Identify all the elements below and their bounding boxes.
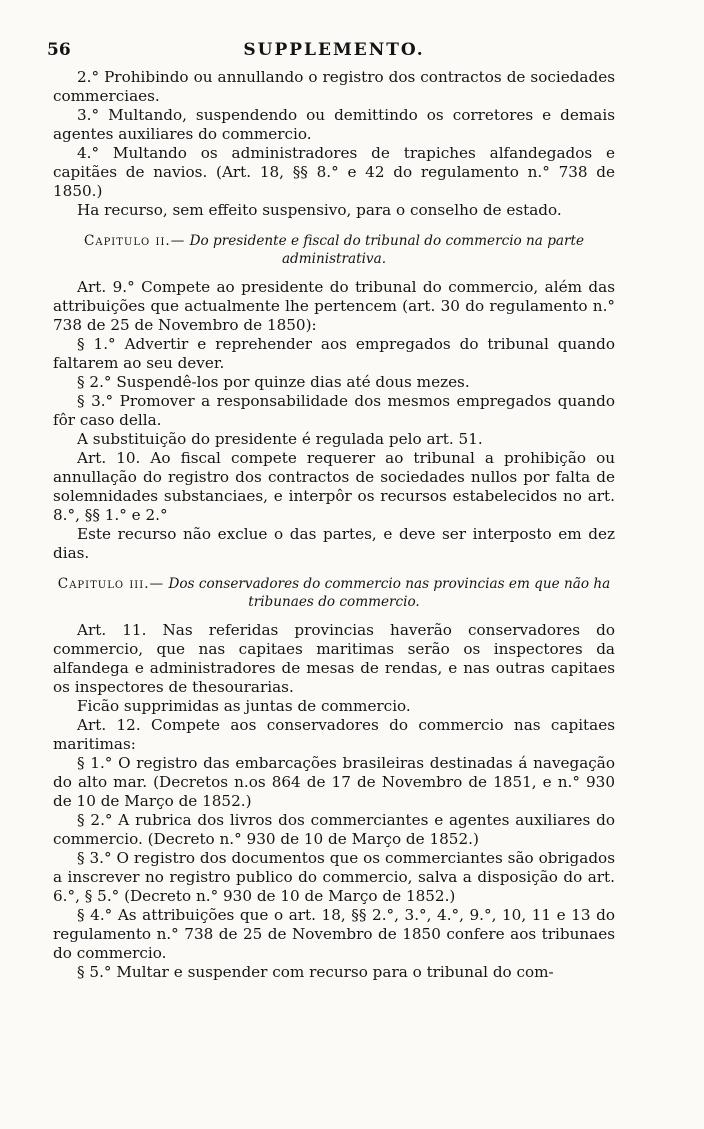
paragraph: Ficão supprimidas as juntas de commercio. (77, 697, 411, 715)
chapter-heading-2 (53, 232, 615, 268)
paragraph: Ha recurso, sem effeito suspensivo, para o conselho de estado. (77, 201, 562, 219)
paragraph: A substituição do presidente é regulada pelo art. 51. (77, 430, 483, 448)
running-title: SUPPLEMENTO. (243, 40, 425, 60)
paragraph: § 3.° O registro dos documentos que os commerciantes são obrigados a inscrever no registro publico do commercio, salva a disposição do art. 6.°, § 5.° (Decreto n.° 930 de 10 de Março de 1852.) (53, 849, 615, 905)
page-number: 56 (47, 40, 71, 60)
section-penalties (53, 68, 615, 220)
chapter-heading-3 (53, 575, 615, 611)
paragraph: § 4.° As attribuições que o art. 18, §§ 2.°, 3.°, 4.°, 9.°, 10, 11 e 13 do regulamento n.° 738 de 25 de Novembro de 1850 confere aos tribunaes do commercio. (53, 906, 615, 962)
paragraph: § 2.° A rubrica dos livros dos commerciantes e agentes auxiliares do commercio. (Decreto n.° 930 de 10 de Março de 1852.) (53, 811, 615, 848)
paragraph: § 1.° Advertir e reprehender aos empregados do tribunal quando faltarem ao seu dever. (53, 335, 615, 372)
paragraph: 3.° Multando, suspendendo ou demittindo os corretores e demais agentes auxiliares do commercio. (53, 106, 615, 143)
paragraph: § 5.° Multar e suspender com recurso para o tribunal do com- (77, 963, 554, 981)
page-header (47, 40, 615, 68)
paragraph: § 2.° Suspendê-los por quinze dias até dous mezes. (77, 373, 470, 391)
paragraph: Art. 12. Compete aos conservadores do commercio nas capitaes maritimas: (53, 716, 615, 753)
document-page (47, 40, 615, 982)
section-president-fiscal (53, 278, 615, 563)
paragraph: 2.° Prohibindo ou annullando o registro dos contractos de sociedades commerciaes. (53, 68, 615, 105)
paragraph: § 1.° O registro das embarcações brasileiras destinadas á navegação do alto mar. (Decretos n.os 864 de 17 de Novembro de 1851, e n.° 930 de 10 de Março de 1852.) (53, 754, 615, 810)
paragraph: Art. 11. Nas referidas provincias haverão conservadores do commercio, que nas capitaes maritimas serão os inspectores da alfandega e administradores de mesas de rendas, e nas outras capitaes os inspectores de thesourarias. (53, 621, 615, 696)
paragraph: § 3.° Promover a responsabilidade dos mesmos empregados quando fôr caso della. (53, 392, 615, 429)
chapter-number: Capitulo ii.— (83, 233, 186, 249)
paragraph: Art. 10. Ao fiscal compete requerer ao tribunal a prohibição ou annullação do registro dos contractos de sociedades nullos por falta de solemnidades substanciaes, e interpôr os recursos estabelecidos no art. 8.°, §§ 1.° e 2.° (53, 449, 615, 524)
paragraph: 4.° Multando os administradores de trapiches alfandegados e capitães de navios. (Art. 18, §§ 8.° e 42 do regulamento n.° 738 de 1850.) (53, 144, 615, 200)
chapter-number: Capitulo iii.— (57, 576, 165, 592)
section-conservators (53, 621, 615, 982)
chapter-title: Dos conservadores do commercio nas provincias em que não ha tribunaes do commercio. (168, 576, 611, 610)
paragraph: Art. 9.° Compete ao presidente do tribunal do commercio, além das attribuições que actualmente lhe pertencem (art. 30 do regulamento n.° 738 de 25 de Novembro de 1850): (53, 278, 615, 334)
paragraph: Este recurso não exclue o das partes, e deve ser interposto em dez dias. (53, 525, 615, 562)
chapter-title: Do presidente e fiscal do tribunal do commercio na parte administrativa. (189, 233, 585, 267)
